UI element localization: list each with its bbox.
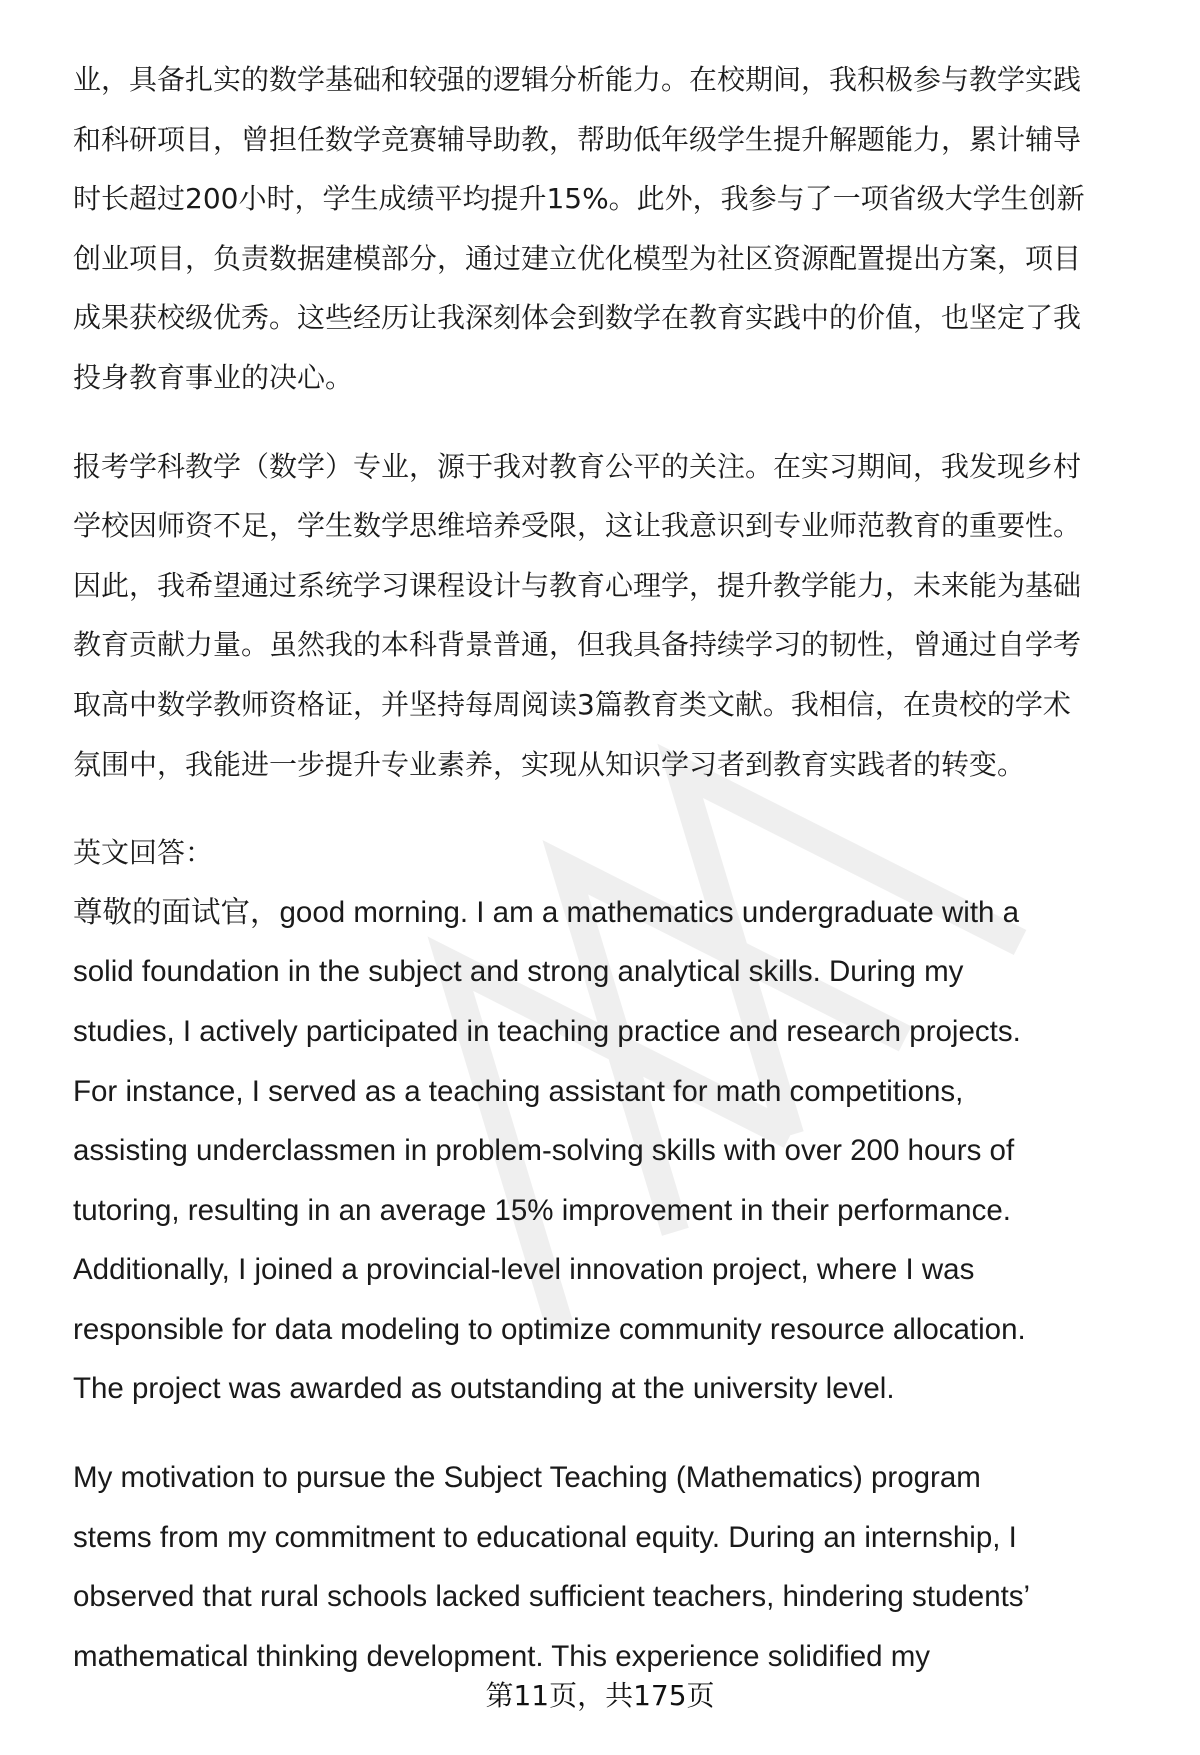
text-line: 学校因师资不足，学生数学思维培养受限，这让我意识到专业师范教育的重要性。 (73, 509, 1082, 543)
text-line: stems from my commitment to educational equity. During an internship, I (73, 1520, 1017, 1554)
text-line: 取高中数学教师资格证，并坚持每周阅读3篇教育类文献。我相信，在贵校的学术 (73, 687, 1071, 721)
text-line: 报考学科教学（数学）专业，源于我对教育公平的关注。在实习期间，我发现乡村 (73, 449, 1082, 483)
text-line: assisting underclassmen in problem-solving skills with over 200 hours of (73, 1134, 1015, 1168)
text-line: 和科研项目，曾担任数学竞赛辅导助教，帮助低年级学生提升解题能力，累计辅导 (73, 122, 1082, 156)
text-line: My motivation to pursue the Subject Teaching (Mathematics) program (73, 1461, 981, 1495)
text-line: 氛围中，我能进一步提升专业素养，实现从知识学习者到教育实践者的转变。 (73, 747, 1026, 781)
text-line: 时长超过200小时，学生成绩平均提升15%。此外，我参与了一项省级大学生创新 (73, 182, 1085, 216)
text-line: For instance, I served as a teaching assistant for math competitions, (73, 1074, 964, 1108)
text-line: The project was awarded as outstanding at the university level. (73, 1372, 895, 1406)
text-line: tutoring, resulting in an average 15% improvement in their performance. (73, 1193, 1011, 1227)
paragraph-en-2 (73, 1448, 1173, 1686)
page-number: 第11页，共175页 (485, 1679, 715, 1712)
paragraph-cn-1 (73, 50, 1173, 408)
text-line: solid foundation in the subject and strong analytical skills. During my (73, 955, 964, 989)
text-line: 投身教育事业的决心。 (73, 360, 354, 394)
paragraph-en-1 (73, 823, 1173, 1419)
text-line: 因此，我希望通过系统学习课程设计与教育心理学，提升教学能力，未来能为基础 (73, 568, 1082, 602)
english-answer-heading: 英文回答： (73, 836, 214, 870)
text-line: 业，具备扎实的数学基础和较强的逻辑分析能力。在校期间，我积极参与教学实践 (73, 63, 1082, 96)
text-line: studies, I actively participated in teaching practice and research projects. (73, 1014, 1021, 1048)
text-line: 尊敬的面试官，good morning. I am a mathematics undergraduate with a (73, 895, 1020, 929)
text-line: mathematical thinking development. This experience solidified my (73, 1639, 931, 1673)
text-line: 教育贡献力量。虽然我的本科背景普通，但我具备持续学习的韧性，曾通过自学考 (73, 628, 1082, 662)
text-line: observed that rural schools lacked sufficient teachers, hindering students’ (73, 1580, 1031, 1614)
text-line: 创业项目，负责数据建模部分，通过建立优化模型为社区资源配置提出方案，项目 (73, 241, 1082, 275)
paragraph-cn-2 (73, 437, 1173, 795)
text-line: responsible for data modeling to optimize community resource allocation. (73, 1312, 1026, 1346)
text-line: Additionally, I joined a provincial-level innovation project, where I was (73, 1253, 975, 1287)
document-body (73, 50, 1173, 1715)
text-line: 成果获校级优秀。这些经历让我深刻体会到数学在教育实践中的价值，也坚定了我 (73, 301, 1082, 335)
